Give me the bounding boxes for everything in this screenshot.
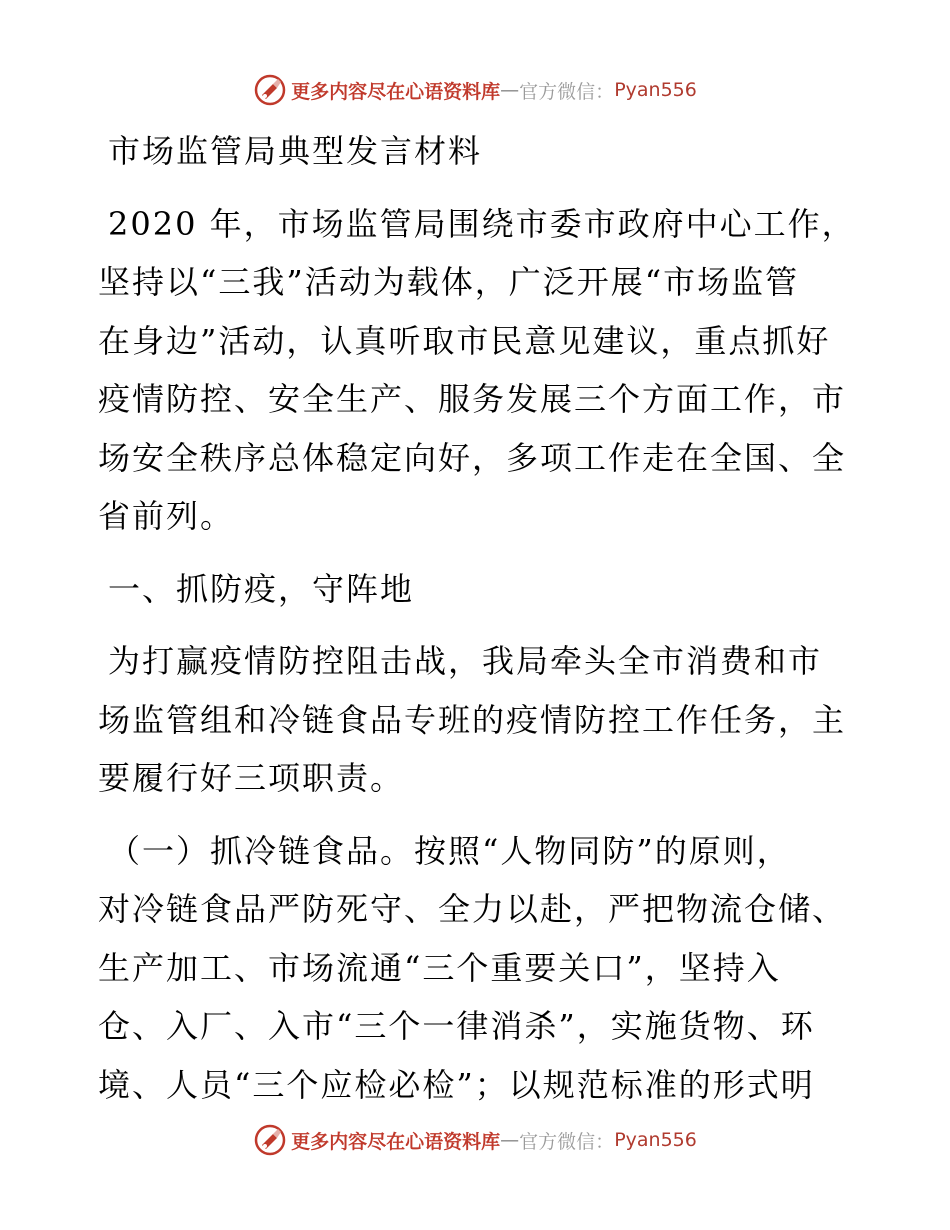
watermark-account-id: Pyan556 [614, 79, 697, 101]
paragraph-line: 为打赢疫情防控阻击战，我局牵头全市消费和市 [108, 642, 823, 680]
watermark-account-label: 官方微信： [519, 80, 615, 103]
paragraph-line: 省前列。 [98, 497, 235, 535]
document-title: 市场监管局典型发言材料 [108, 132, 483, 170]
watermark-brand-text: 更多内容尽在心语资料库 [291, 1130, 501, 1153]
paragraph-line: 要履行好三项职责。 [98, 759, 405, 797]
watermark-banner-top [0, 70, 950, 110]
watermark-dash: — [500, 1129, 520, 1151]
section-heading-1: 一、抓防疫，守阵地 [108, 569, 415, 608]
watermark-account-label: 官方微信： [519, 1130, 615, 1153]
watermark-banner-bottom [0, 1120, 950, 1160]
paragraph-line: 生产加工、市场流通“三个重要关口”，坚持入 [98, 948, 781, 987]
paragraph-1 [98, 195, 856, 546]
paragraph-line: 境、人员“三个应检必检”；以规范标准的形式明 [98, 1065, 815, 1104]
paragraph-line: 2020 年，市场监管局围绕市委市政府中心工作， [108, 204, 856, 243]
paragraph-line: 疫情防控、安全生产、服务发展三个方面工作，市 [98, 380, 847, 418]
paragraph-2 [98, 632, 848, 808]
paragraph-line: 在身边”活动，认真听取市民意见建议，重点抓好 [98, 321, 831, 360]
paragraph-line: 坚持以“三我”活动为载体，广泛开展“市场监管 [98, 263, 800, 301]
brand-logo-icon [253, 73, 287, 107]
paragraph-line: 场安全秩序总体稳定向好，多项工作走在全国、全 [98, 438, 847, 477]
paragraph-line: （一）抓冷链食品。按照“人物同防”的原则， [108, 831, 791, 870]
brand-logo-icon [253, 1123, 287, 1157]
watermark-brand-text: 更多内容尽在心语资料库 [291, 80, 501, 103]
paragraph-line: 仓、入厂、入市“三个一律消杀”，实施货物、环 [98, 1007, 815, 1045]
watermark-dash: — [500, 79, 520, 101]
watermark-account-id: Pyan556 [614, 1129, 697, 1151]
document-page [98, 122, 856, 1114]
paragraph-line: 场监管组和冷链食品专班的疫情防控工作任务，主 [98, 700, 847, 739]
paragraph-3 [98, 822, 848, 1115]
paragraph-line: 对冷链食品严防死守、全力以赴，严把物流仓储、 [98, 890, 847, 928]
